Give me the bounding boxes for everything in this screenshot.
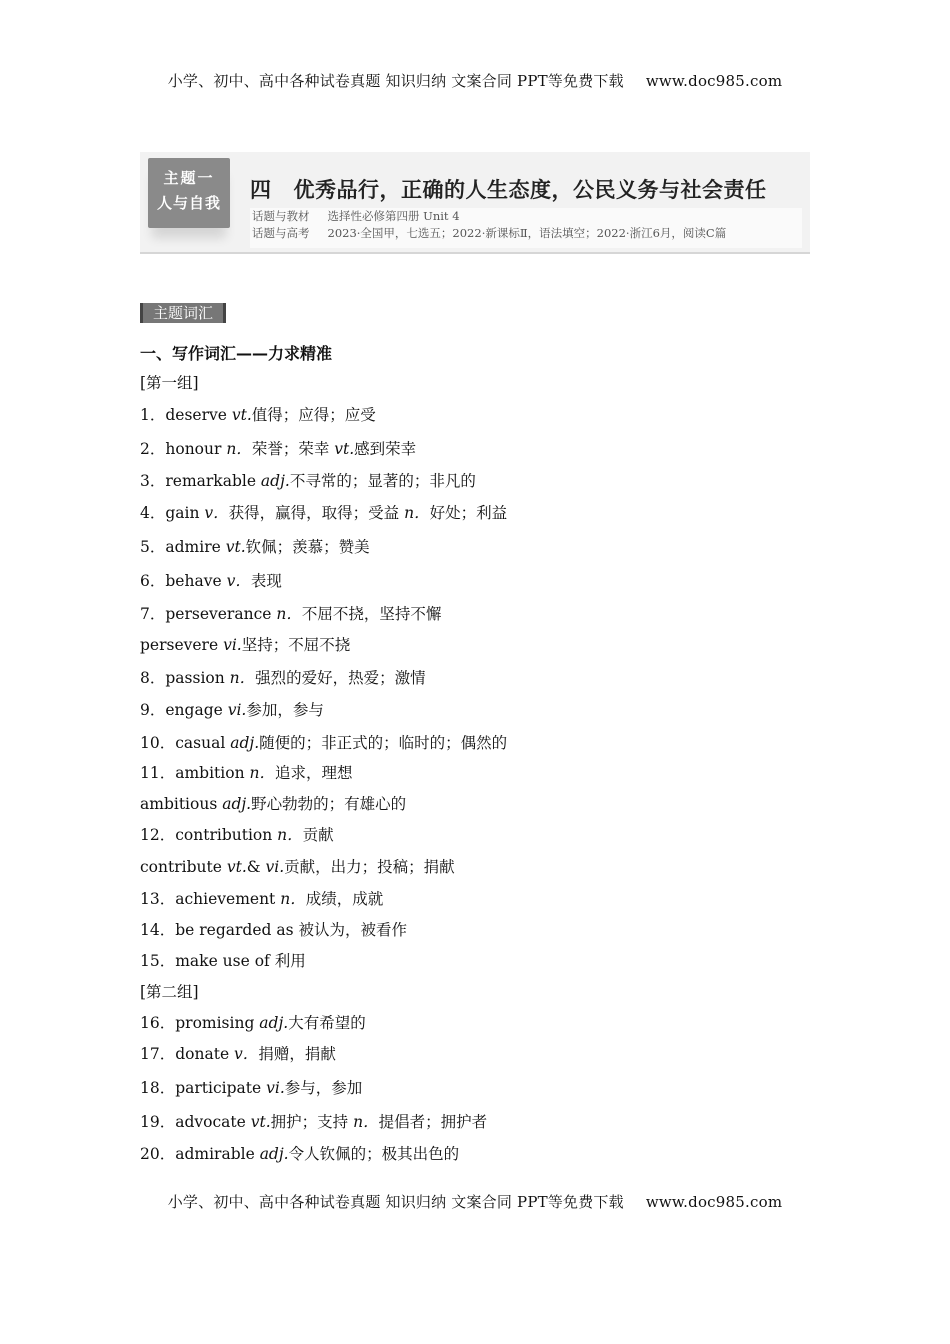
vocab-number: 2． [140,440,166,458]
part-of-speech: n． [280,890,306,908]
part-of-speech: v． [226,572,251,590]
group-label-2: [第二组] [140,983,199,1001]
vocab-definition: 参加，参与 [246,701,324,719]
vocab-entry [140,569,282,591]
vocab-definition: 捐赠，捐献 [258,1045,336,1063]
vocab-number: 4． [140,504,166,522]
vocab-entry [140,855,455,877]
banner-title [250,174,767,204]
vocab-entry [140,633,350,655]
vocab-word: casual [175,734,231,752]
vocab-entry [140,1042,336,1064]
vocab-number: 11． [140,764,176,782]
vocab-entry [140,602,441,624]
vocab-number: 1． [140,406,166,424]
vocab-definition: 表现 [250,572,282,590]
part-of-speech: n． [226,440,252,458]
vocab-number: 5． [140,538,166,556]
header-text: 小学、初中、高中各种试卷真题 知识归纳 文案合同 PPT等免费下载 [167,72,624,90]
part-of-speech: vi. [227,701,247,719]
part-of-speech: n． [277,826,303,844]
vocab-entry [140,918,407,940]
vocab-definition: 荣誉；荣幸 [251,440,335,458]
vocab-entry [140,666,426,688]
vocab-entry [140,403,376,425]
vocab-number: 17． [140,1045,176,1063]
vocab-number: 15． [140,952,176,970]
vocab-number: 6． [140,572,166,590]
vocab-definition: & [246,858,266,876]
badge-line-2: 人与自我 [156,194,221,212]
part-of-speech: vi. [265,858,285,876]
part-of-speech: adj. [222,795,252,813]
meta-value: 选择性必修第四册 Unit 4 [327,209,460,223]
badge-line-1: 主题一 [163,169,215,187]
vocab-definition: 提倡者；拥护者 [378,1113,488,1131]
vocab-entry [140,792,406,814]
vocab-definition: 不屈不挠，坚持不懈 [301,605,442,623]
vocab-definition: 感到荣幸 [354,440,417,458]
topic-banner [140,152,810,254]
header-site-link[interactable]: www.doc985.com [645,72,783,90]
vocab-number: 10． [140,734,176,752]
meta-key: 话题与教材 [252,209,310,223]
part-of-speech: n． [353,1113,379,1131]
vocab-word: behave [165,572,227,590]
vocab-number: 3． [140,472,166,490]
vocab-word: persevere [140,636,224,654]
part-of-speech: n． [276,605,302,623]
vocab-word: contribution [175,826,278,844]
part-of-speech: n． [404,504,430,522]
vocab-word: admirable [175,1145,260,1163]
part-of-speech: vi. [266,1079,285,1097]
subheading: 一、写作词汇——力求精准 [140,344,333,363]
meta-row-textbook [250,208,802,225]
vocab-definition: 拥护；支持 [270,1113,354,1131]
vocab-number: 12． [140,826,176,844]
vocab-word: passion [165,669,230,687]
part-of-speech: adj. [259,1014,289,1032]
meta-row-exam [250,225,802,242]
vocab-definition: 追求，理想 [274,764,353,782]
vocab-word: perseverance [165,605,277,623]
vocab-entry [140,1076,362,1098]
vocab-number: 18． [140,1079,176,1097]
vocab-definition: 大有希望的 [288,1014,366,1032]
vocab-definition: 野心勃勃的；有雄心的 [251,795,407,813]
vocab-number: 8． [140,669,166,687]
vocab-definition: 贡献 [302,826,334,844]
meta-value: 2023·全国甲，七选五；2022·新课标Ⅱ，语法填空；2022·浙江6月，阅读C篇 [327,226,727,240]
banner-title-text: 优秀品行，正确的人生态度，公民义务与社会责任 [293,178,767,202]
section-tag: 主题词汇 [140,303,226,323]
vocab-entry [140,698,324,720]
part-of-speech: n． [249,764,275,782]
part-of-speech: adj. [259,1145,289,1163]
vocab-number: 13． [140,890,176,908]
vocab-entry [140,535,370,557]
vocab-word: contribute [140,858,227,876]
vocab-entry [140,437,416,459]
vocab-entry [140,949,306,971]
vocab-word: make use of 利用 [175,952,306,970]
vocab-word: ambitious [140,795,223,813]
vocab-word: engage [165,701,228,719]
vocab-entry [140,887,383,909]
part-of-speech: vt. [226,858,247,876]
vocab-word: be regarded as 被认为，被看作 [175,921,407,939]
vocab-word: achievement [175,890,281,908]
vocab-entry [140,823,334,845]
vocab-definition: 令人钦佩的；极其出色的 [288,1145,460,1163]
vocab-number: 9． [140,701,166,719]
vocab-word: donate [175,1045,235,1063]
vocab-definition: 参与，参加 [284,1079,363,1097]
vocab-word: advocate [175,1113,251,1131]
part-of-speech: v． [204,504,229,522]
vocab-word: gain [165,504,205,522]
part-of-speech: vi. [223,636,242,654]
vocab-number: 19． [140,1113,176,1131]
vocab-number: 7． [140,605,166,623]
vocab-entry [140,501,507,523]
vocab-entry [140,1110,487,1132]
meta-key: 话题与高考 [252,226,310,240]
vocab-number: 20． [140,1145,176,1163]
vocab-definition: 获得，赢得，取得；受益 [228,504,405,522]
vocab-definition: 好处；利益 [429,504,508,522]
vocab-definition: 值得；应得；应受 [251,406,376,424]
vocab-definition: 坚持；不屈不挠 [241,636,351,654]
vocab-word: honour [165,440,227,458]
vocab-entry [140,1142,459,1164]
vocab-definition: 不寻常的；显著的；非凡的 [289,472,476,490]
vocab-word: ambition [175,764,250,782]
vocab-definition: 钦佩；羡慕；赞美 [245,538,370,556]
vocab-definition: 强烈的爱好，热爱；激情 [255,669,426,687]
vocab-word: admire [165,538,226,556]
part-of-speech: n． [229,669,256,687]
footer-site-link[interactable]: www.doc985.com [645,1193,783,1211]
vocab-number: 14． [140,921,176,939]
vocab-number: 16． [140,1014,176,1032]
theme-badge [148,158,230,228]
part-of-speech: adj. [230,734,260,752]
part-of-speech: v． [234,1045,259,1063]
vocab-entry [140,731,507,753]
vocab-word: deserve [165,406,232,424]
vocab-word: participate [175,1079,267,1097]
banner-number: 四 [250,178,272,202]
vocab-entry [140,761,352,783]
vocab-definition: 随便的；非正式的；临时的；偶然的 [259,734,508,752]
vocab-definition: 成绩，成就 [305,890,384,908]
part-of-speech: vt. [231,406,252,424]
banner-meta [250,208,802,248]
vocab-word: promising [175,1014,260,1032]
vocab-word: remarkable [165,472,261,490]
vocab-entry [140,469,476,491]
page-footer [0,1191,950,1212]
part-of-speech: adj. [260,472,290,490]
part-of-speech: vt. [250,1113,271,1131]
vocab-entry [140,1011,366,1033]
part-of-speech: vt. [225,538,246,556]
part-of-speech: vt. [334,440,355,458]
footer-text: 小学、初中、高中各种试卷真题 知识归纳 文案合同 PPT等免费下载 [167,1193,624,1211]
page-header [0,70,950,91]
vocab-definition: 贡献，出力；投稿；捐献 [284,858,455,876]
group-label-1: [第一组] [140,374,199,392]
